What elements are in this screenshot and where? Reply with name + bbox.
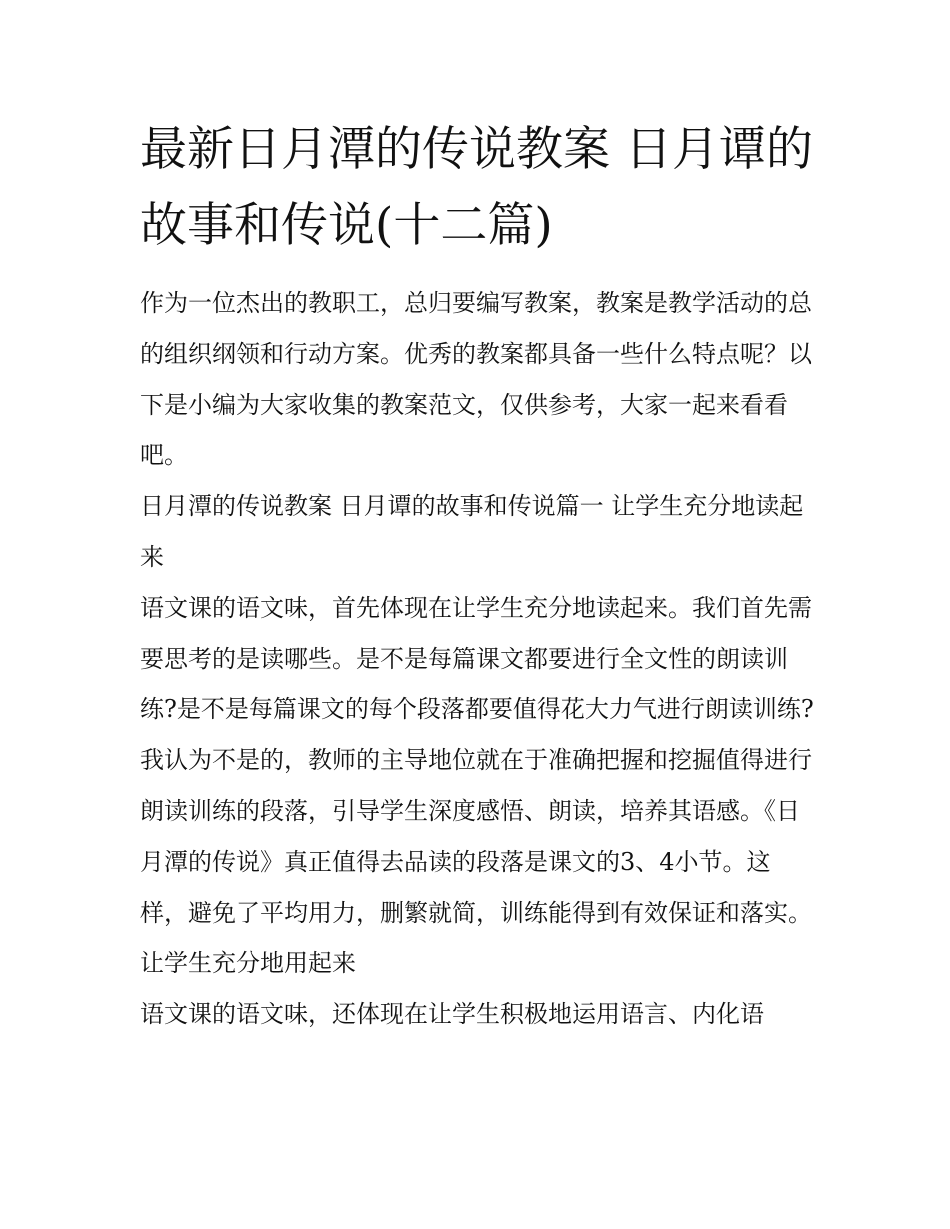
body-paragraph: 语文课的语文味，首先体现在让学生充分地读起来。我们首先需要思考的是读哪些。是不是每篇课文都要进行全文性的朗读训练?是不是每篇课文的每个段落都要值得花大力气进行朗读训练?我认为不是的，教师的主导地位就在于准确把握和挖掘值得进行朗读训练的段落，引导学生深度感悟、朗读，培养其语感。《日月潭的传说》真正值得去品读的段落是课文的3、4小节。这样，避免了平均用力，删繁就简，训练能得到有效保证和落实。 (140, 593, 814, 927)
document-title: 最新日月潭的传说教案 日月谭的故事和传说(十二篇) (140, 122, 813, 253)
intro-paragraph: 作为一位杰出的教职工，总归要编写教案，教案是教学活动的总的组织纲领和行动方案。优秀的教案都具备一些什么特点呢？以下是小编为大家收集的教案范文，仅供参考，大家一起来看看吧。 (140, 289, 812, 470)
subsection-heading: 让学生充分地用起来 (140, 949, 356, 978)
body-paragraph: 语文课的语文味，还体现在让学生积极地运用语言、内化语 (140, 1000, 764, 1029)
section-heading: 日月潭的传说教案 日月谭的故事和传说篇一 让学生充分地读起来 (140, 492, 804, 571)
document-body (140, 278, 816, 1040)
